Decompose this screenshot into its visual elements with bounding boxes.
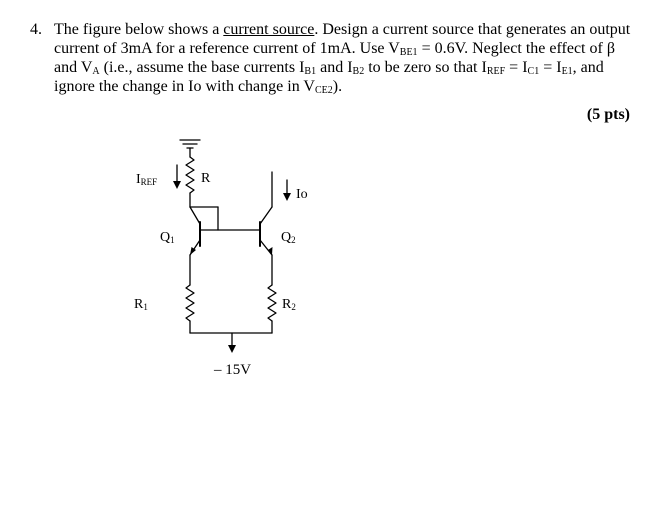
io-label: Io xyxy=(296,187,308,202)
current-source-term: current source xyxy=(223,21,315,38)
resistor-r xyxy=(186,157,194,193)
resistor-r1 xyxy=(186,285,194,321)
r2-label: $R_2$ xyxy=(282,297,296,312)
r-label: R xyxy=(201,171,211,186)
iref-arrow xyxy=(173,165,181,189)
iref-label: $I_{REF}$ xyxy=(136,172,158,187)
q2-label: $Q_2$ xyxy=(281,230,296,245)
supply-label: – 15V xyxy=(214,362,252,378)
r1-label: $R_1$ xyxy=(134,297,148,312)
ground-symbol xyxy=(180,140,200,157)
transistor-q2 xyxy=(260,207,273,255)
question-text: The figure below shows a current source. Design a current source that generates an output current of 3mA for a reference current of 1mA. Use $V_{BE1} = 0.6V$. Neglect the effect of β and $V_A$ (i.e., assume the base currents $I_{B1}$ and $I_{B2}$ to be zero so that $I_{REF} = I_{C1} = I_{E1}$, and ignore the change in Io with change in $V_{CE2}$). xyxy=(54,21,631,96)
question-number: 4. xyxy=(30,21,42,38)
resistor-r2 xyxy=(268,285,276,321)
transistor-q1 xyxy=(190,222,200,255)
supply-arrow xyxy=(228,345,236,353)
points-label: (5 pts) xyxy=(586,106,630,123)
q1-label: $Q_1$ xyxy=(160,230,175,245)
io-arrow xyxy=(283,180,291,201)
